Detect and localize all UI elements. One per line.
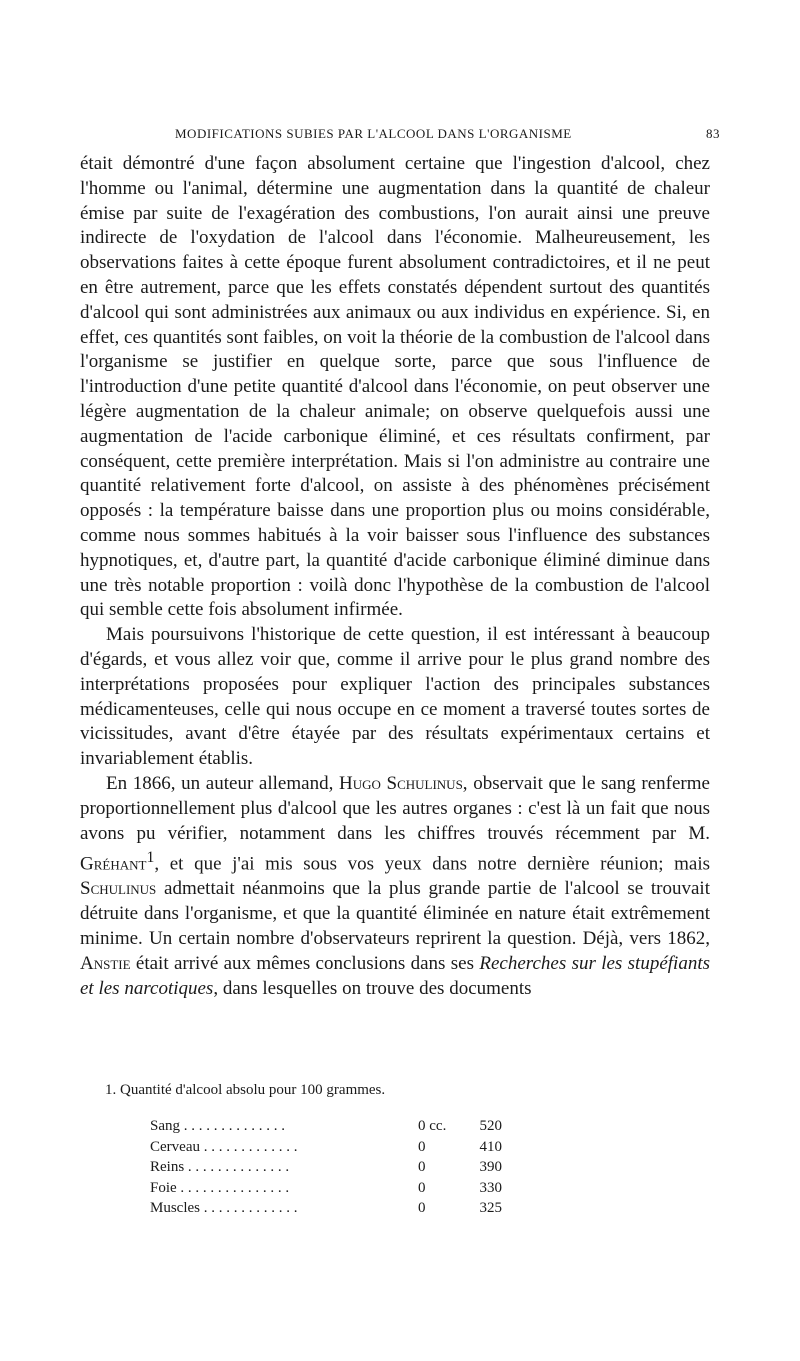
footnote-marker: 1 — [146, 849, 155, 867]
paragraph-3-part-e: était arrivé aux mêmes conclusions dans ses — [130, 952, 480, 974]
author-name-schulinus-2: Schulinus — [80, 878, 157, 900]
table-row: Cerveau . . . . . . . . . . . . . 0 410 — [150, 1137, 502, 1158]
footnote-table — [150, 1116, 502, 1219]
table-row: Muscles . . . . . . . . . . . . . 0 325 — [150, 1198, 502, 1219]
table-row: Reins . . . . . . . . . . . . . . 0 390 — [150, 1157, 502, 1178]
value-decimal: 390 — [479, 1159, 502, 1175]
footnote — [80, 1082, 720, 1099]
author-name-anstie: Anstie — [80, 952, 131, 974]
organ-label: Sang — [150, 1118, 180, 1134]
value-unit: 0 cc. — [418, 1118, 447, 1134]
author-name-schulinus: Hugo Schulinus — [338, 772, 463, 794]
main-text — [80, 152, 710, 1001]
value-unit: 0 — [418, 1179, 426, 1196]
organ-label: Muscles — [150, 1200, 200, 1216]
organ-label: Reins — [150, 1159, 185, 1175]
work-title: Recherches sur les stupéfiants et les narcotiques — [80, 952, 711, 999]
paragraph-3-part-c: , et que j'ai mis sous vos yeux dans notre dernière réunion; mais — [154, 853, 710, 875]
table-row: Foie . . . . . . . . . . . . . . . 0 330 — [150, 1178, 502, 1199]
value-unit: 0 — [418, 1159, 426, 1175]
table-row: Sang . . . . . . . . . . . . . . 0 cc. 520 — [150, 1116, 502, 1137]
paragraph-1: était démontré d'une façon absolument certaine que l'ingestion d'alcool, chez l'homme ou l'animal, détermine une augmentation dans la quantité de chaleur émise par suite de l'exagération des combustions, l'on aurait ainsi une preuve indirecte de l'oxydation de l'alcool dans l'économie. Malheureusement, les observations faites à cette époque furent absolument contradictoires, et il ne peut en être autrement, parce que les effets constatés dépendent surtout des quantités d'alcool qui sont administrées aux animaux ou aux individus en expérience. Si, en effet, ces quantités sont faibles, on voit la théorie de la combustion de l'alcool dans l'organisme se justifier en quelque sorte, parce que sous l'influence de l'introduction d'une petite quantité d'alcool dans l'économie, on peut observer une légère augmentation de la chaleur animale; on observe quelquefois aussi une augmentation de l'acide carbonique éliminé, et ces résultats confirment, par conséquent, cette première interprétation. Mais si l'on administre au contraire une quantité relativement forte d'alcool, on assiste à des phénomènes précisément opposés : la température baisse dans une proportion plus ou moins considérable, comme nous sommes habitués à la voir baisser sous l'influence des substances hypnotiques, et, d'autre part, la quantité d'acide carbonique éliminé diminue dans une très notable proportion : voilà donc l'hypothèse de la combustion de l'alcool qui semble cette fois absolument infirmée. — [80, 153, 710, 621]
paragraph-3-part-a: En 1866, un auteur allemand, — [106, 772, 339, 794]
value-unit: 0 — [418, 1138, 426, 1155]
paragraph-3-part-f: , dans lesquelles on trouve des documents — [213, 977, 532, 999]
author-name-grehant: Gréhant — [80, 853, 147, 875]
value-decimal: 410 — [479, 1138, 502, 1155]
page-number: 83 — [706, 126, 720, 141]
paragraph-3-part-d: admettait néanmoins que la plus grande partie de l'alcool se trouvait détruite dans l'organisme, et que la quantité éliminée en nature était extrêmement minime. Un certain nombre d'observateurs reprirent la question. Déjà, vers 1862, — [80, 878, 710, 950]
running-title: MODIFICATIONS SUBIES PAR L'ALCOOL DANS L'ORGANISME — [175, 126, 572, 141]
paragraph-3 — [80, 772, 710, 1002]
value-unit: 0 — [418, 1200, 426, 1216]
value-decimal: 520 — [479, 1118, 502, 1134]
footnote-heading: 1. Quantité d'alcool absolu pour 100 grammes. — [105, 1082, 386, 1098]
paragraph-2: Mais poursuivons l'historique de cette question, il est intéressant à beaucoup d'égards, et vous allez voir que, comme il arrive pour le plus grand nombre des interprétations proposées pour expliquer l'action des principales substances médicamenteuses, celle qui nous occupe en ce moment a traversé toutes sortes de vicissitudes, avant d'être étayée par des résultats expérimentaux certains et invariablement établis. — [80, 624, 710, 770]
paragraph-3-part-b: , observait que le sang renferme proportionnellement plus d'alcool que les autres organes : c'est là un fait que nous avons pu vérifier, notamment dans les chiffres trouvés récemment par M. — [80, 772, 710, 844]
value-decimal: 330 — [479, 1179, 502, 1196]
organ-label: Foie — [150, 1179, 177, 1196]
value-decimal: 325 — [479, 1200, 502, 1216]
organ-label: Cerveau — [150, 1138, 200, 1155]
running-header — [75, 126, 720, 146]
